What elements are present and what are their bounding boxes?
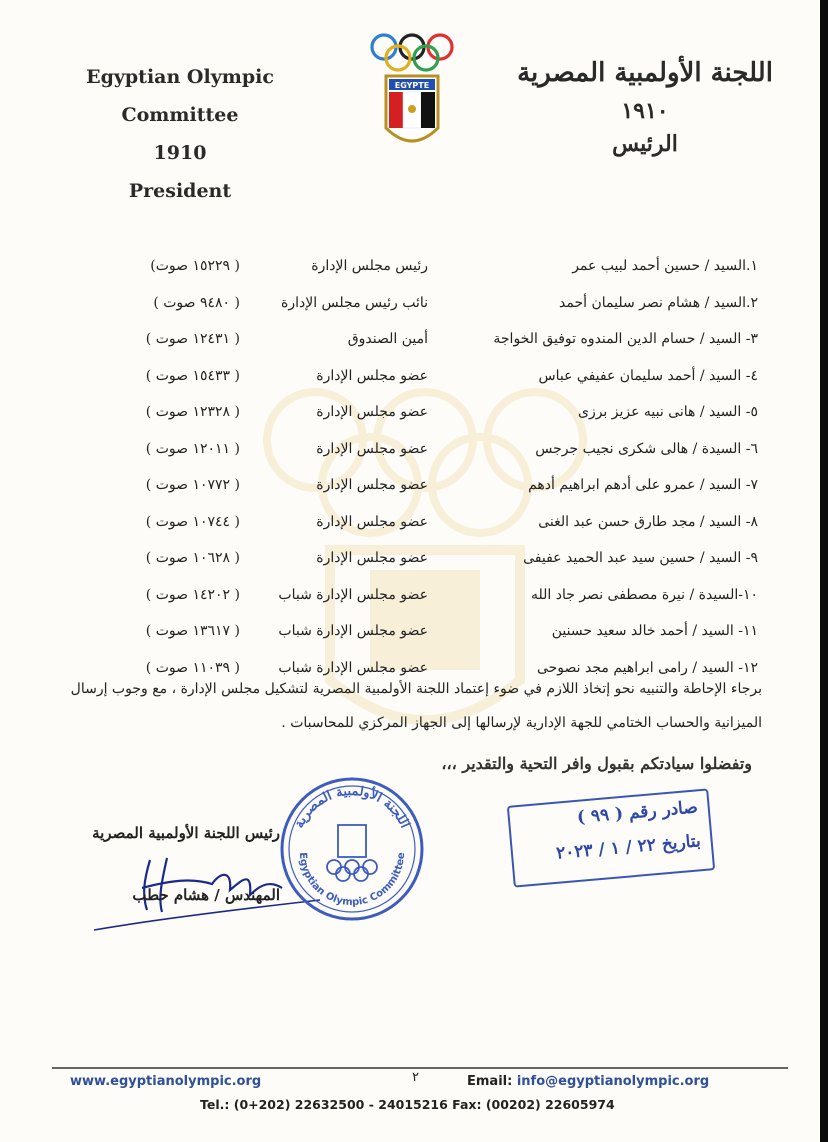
member-votes: ( ١٢٣٢٨ صوت ) — [145, 404, 240, 420]
member-role: نائب رئيس مجلس الإدارة — [281, 294, 428, 311]
member-role: عضو مجلس الإدارة — [316, 404, 428, 420]
member-role: عضو مجلس الإدارة — [316, 550, 428, 566]
stamp-issue-date: بتاريخ ٢٢ / ١ / ٢٠٢٣ — [555, 831, 702, 864]
signatory-name: المهندس / هشام حطب — [132, 886, 280, 904]
member-role: عضو مجلس الإدارة — [316, 367, 428, 384]
committee-name-en: Egyptian Olympic Committee — [86, 66, 274, 126]
founding-year-ar: ١٩١٠ — [621, 98, 669, 124]
member-name: ٥- السيد / هانى نبيه عزيز برزى — [577, 404, 758, 420]
logo-text: EGYPTE — [394, 81, 430, 90]
member-row — [0, 544, 820, 581]
member-votes: ( ١٤٢٠٢ صوت ) — [145, 586, 240, 603]
seal-bottom-text: Egyptian Olympic Committee — [296, 852, 408, 909]
member-name: ١١- السيد / أحمد خالد سعيد حسنين — [551, 623, 758, 639]
footer-email — [467, 1074, 709, 1089]
member-role: عضو مجلس الإدارة شباب — [278, 623, 428, 639]
seal-top-text: اللجنة الأولمبية المصرية — [291, 783, 413, 831]
member-name: ٨- السيد / مجد طارق حسن عبد الغنى — [538, 513, 758, 530]
member-votes: ( ١٢٠١١ صوت ) — [145, 440, 240, 457]
member-role: أمين الصندوق — [347, 331, 428, 347]
committee-name-ar: اللجنة الأولمبية المصرية — [517, 58, 773, 88]
member-votes: ( ١٥٤٣٣ صوت ) — [145, 367, 240, 384]
signatory-title: رئيس اللجنة الأولمبية المصرية — [92, 824, 280, 842]
member-row — [0, 398, 820, 435]
committee-seal — [278, 775, 426, 923]
stamp-issue-number: صادر رقم ( ٩٩ ) — [576, 797, 699, 828]
member-row — [0, 252, 820, 289]
email-label: Email: — [467, 1074, 517, 1089]
member-votes: ( ١٢٤٣١ صوت ) — [145, 331, 240, 347]
board-members-list — [0, 252, 820, 690]
member-name: ٤- السيد / أحمد سليمان عفيفي عباس — [538, 367, 758, 384]
header-english — [30, 58, 330, 210]
header-arabic — [505, 52, 785, 160]
member-votes: ( ١٥٢٢٩ صوت) — [150, 258, 240, 274]
footer-divider — [52, 1067, 788, 1069]
member-name: ١٠-السيدة / نيرة مصطفى نصر جاد الله — [530, 586, 758, 603]
svg-text:اللجنة الأولمبية المصرية — [292, 784, 412, 831]
footer-website[interactable]: www.egyptianolympic.org — [70, 1074, 262, 1089]
member-row — [0, 362, 820, 399]
member-row — [0, 617, 820, 654]
member-row — [0, 325, 820, 362]
member-role: عضو مجلس الإدارة — [316, 477, 428, 493]
member-votes: ( ١٣٦١٧ صوت ) — [145, 623, 240, 639]
email-value[interactable]: info@egyptianolympic.org — [516, 1074, 710, 1089]
member-name: ٦- السيدة / هالى شكرى نجيب جرجس — [535, 440, 758, 457]
member-row — [0, 289, 820, 326]
member-role: عضو مجلس الإدارة — [316, 440, 428, 457]
member-row — [0, 435, 820, 472]
member-name: ١.السيد / حسين أحمد لبيب عمر — [572, 258, 758, 274]
body-paragraph: برجاء الإحاطة والتنبيه نحو إتخاذ اللازم في ضوء إعتماد اللجنة الأولمبية المصرية لتشكيل مجلس الإدارة ، مع وجوب إرسال الميزانية والحساب الختامي للجهة الإدارية لإرسالها إلى الجهاز المركزي للمحاسبات . — [70, 681, 762, 731]
footer-phone-fax: Tel.: (0+202) 22632500 - 24015216 Fax: (00202) 22605974 — [200, 1097, 615, 1112]
member-votes: ( ٩٤٨٠ صوت ) — [153, 294, 240, 311]
member-name: ١٢- السيد / رامى ابراهيم مجد نصوحى — [536, 659, 758, 676]
member-row — [0, 471, 820, 508]
member-role: عضو مجلس الإدارة شباب — [278, 586, 428, 603]
page-number: ٢ — [412, 1070, 419, 1085]
olympic-committee-logo — [362, 30, 462, 155]
president-title-ar: الرئيس — [612, 131, 678, 157]
member-votes: ( ١٠٦٢٨ صوت ) — [145, 550, 240, 566]
member-role: رئيس مجلس الإدارة — [311, 258, 428, 274]
scan-edge — [820, 0, 828, 1142]
member-name: ٧- السيد / عمرو على أدهم ابراهيم أدهم — [528, 477, 758, 493]
member-name: ٣- السيد / حسام الدين المندوه توفيق الخواجة — [493, 331, 758, 347]
president-title-en: President — [128, 180, 232, 202]
closing-line: وتفضلوا سيادتكم بقبول وافر التحية والتقدير ،،، — [441, 754, 752, 773]
founding-year-en: 1910 — [153, 142, 207, 164]
member-name: ٩- السيد / حسين سيد عبد الحميد عفيفى — [523, 550, 758, 566]
member-role: عضو مجلس الإدارة شباب — [278, 659, 428, 676]
issue-number-stamp — [507, 788, 715, 887]
member-votes: ( ١٠٧٧٢ صوت ) — [145, 477, 240, 493]
member-votes: ( ١١٠٣٩ صوت ) — [145, 659, 240, 676]
member-row — [0, 581, 820, 618]
member-row — [0, 508, 820, 545]
member-role: عضو مجلس الإدارة — [316, 513, 428, 530]
member-votes: ( ١٠٧٤٤ صوت ) — [145, 513, 240, 530]
member-name: ٢.السيد / هشام نصر سليمان أحمد — [559, 294, 758, 311]
